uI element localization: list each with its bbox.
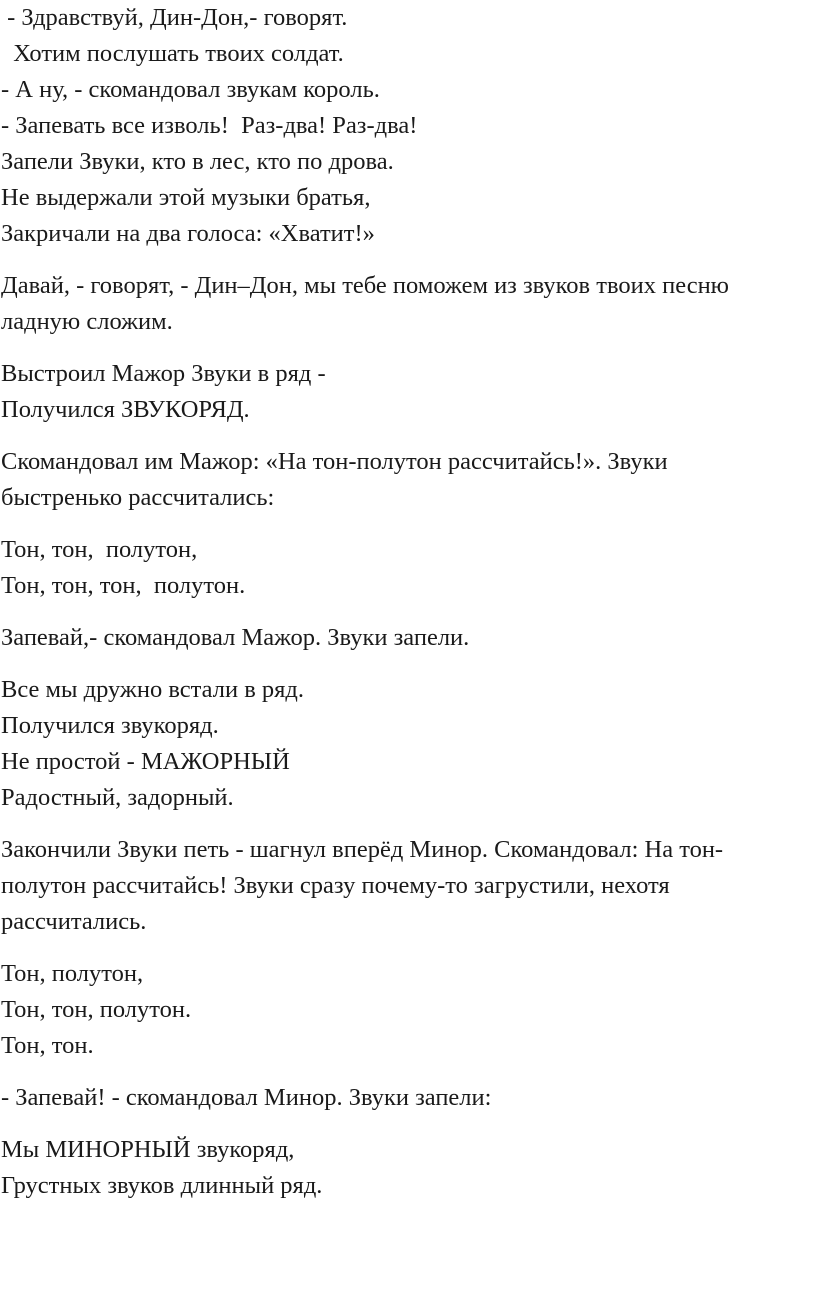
- paragraph-minor-sing: [1, 1080, 811, 1116]
- text-line: - Запевать все изволь! Раз-два! Раз-два!: [1, 112, 418, 139]
- text-block: Давай, - говорят, - Дин–Дон, мы тебе поможем из звуков твоих песню ладную сложим.: [1, 272, 729, 335]
- text-line: Хотим послушать твоих солдат.: [1, 40, 344, 67]
- paragraph-minor-song: [1, 1132, 811, 1204]
- text-block: Скомандовал им Мажор: «На тон-полутон рассчитайсь!». Звуки быстренько рассчитались:: [1, 448, 668, 511]
- paragraph-major-song: [1, 672, 811, 816]
- text-line: Тон, тон, полутон,: [1, 536, 198, 563]
- text-line: - А ну, - скомандовал звукам король.: [1, 76, 380, 103]
- text-line: Радостный, задорный.: [1, 784, 234, 811]
- paragraph-greeting: [1, 0, 811, 252]
- text-line: Выстроил Мажор Звуки в ряд -: [1, 360, 326, 387]
- text-line: Тон, тон, полутон.: [1, 996, 192, 1023]
- text-line: Мы МИНОРНЫЙ звукоряд,: [1, 1136, 295, 1163]
- text-line: Тон, тон.: [1, 1032, 94, 1059]
- text-line: Тон, полутон,: [1, 960, 144, 987]
- paragraph-major-command: [1, 444, 811, 516]
- paragraph-zvukoryad: [1, 356, 811, 428]
- paragraph-major-count: [1, 532, 811, 604]
- text-line: Запевай,- скомандовал Мажор. Звуки запели.: [1, 624, 470, 651]
- document-body: [1, 0, 811, 1204]
- text-line: Не выдержали этой музыки братья,: [1, 184, 371, 211]
- paragraph-minor-command: [1, 832, 811, 940]
- text-line: Тон, тон, тон, полутон.: [1, 572, 246, 599]
- paragraph-major-sing: [1, 620, 811, 656]
- text-line: - Запевай! - скомандовал Минор. Звуки запели:: [1, 1084, 492, 1111]
- paragraph-help-offer: [1, 268, 811, 340]
- text-line: Закричали на два голоса: «Хватит!»: [1, 220, 375, 247]
- text-line: Получился ЗВУКОРЯД.: [1, 396, 250, 423]
- text-line: Все мы дружно встали в ряд.: [1, 676, 304, 703]
- text-block: Закончили Звуки петь - шагнул вперёд Минор. Скомандовал: На тон-полутон рассчитайсь! Звуки сразу почему-то загрустили, нехотя рассчитались.: [1, 836, 724, 935]
- text-line: Получился звукоряд.: [1, 712, 219, 739]
- text-line: - Здравствуй, Дин-Дон,- говорят.: [1, 4, 348, 31]
- paragraph-minor-count: [1, 956, 811, 1064]
- text-line: Грустных звуков длинный ряд.: [1, 1172, 323, 1199]
- text-line: Не простой - МАЖОРНЫЙ: [1, 748, 290, 775]
- text-line: Запели Звуки, кто в лес, кто по дрова.: [1, 148, 394, 175]
